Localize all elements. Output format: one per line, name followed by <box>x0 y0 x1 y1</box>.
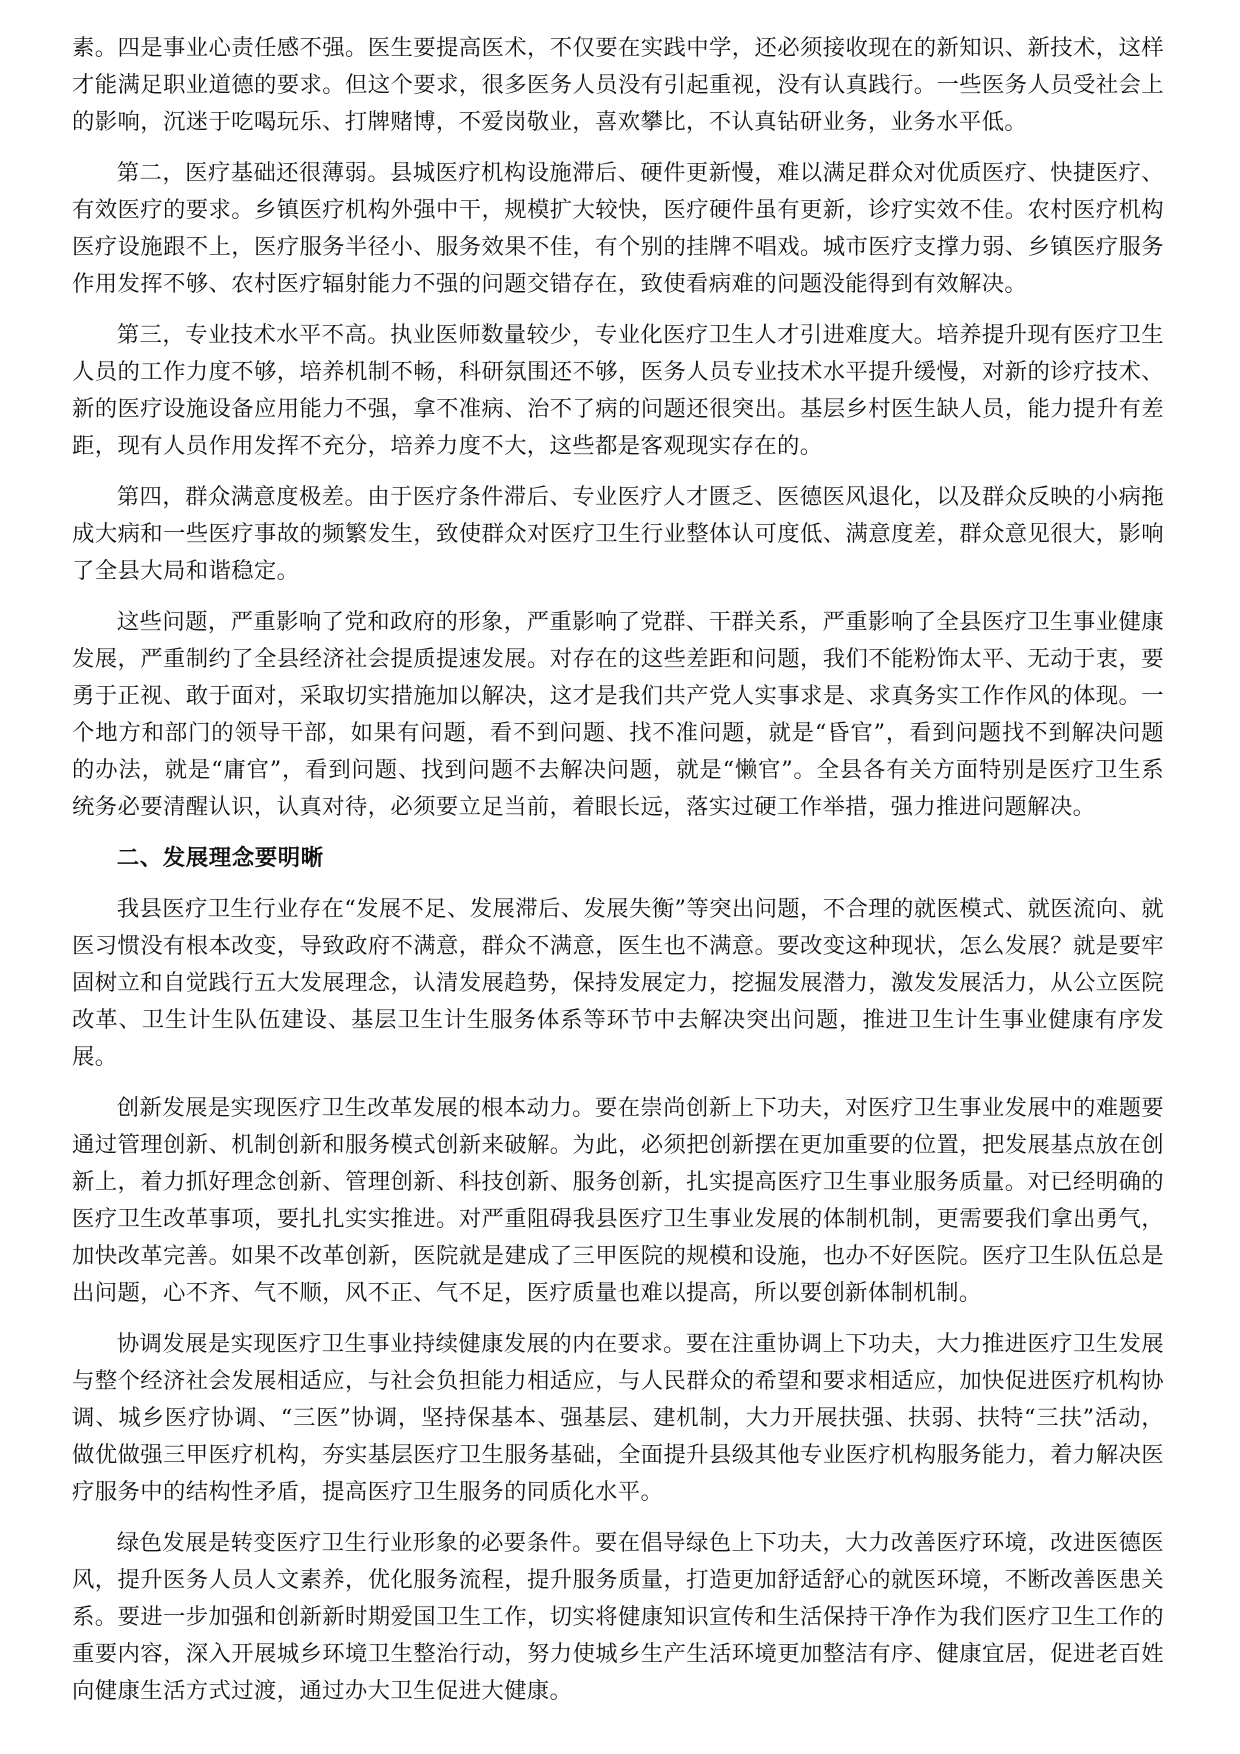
paragraph-problems-summary: 这些问题，严重影响了党和政府的形象，严重影响了党群、干群关系，严重影响了全县医疗卫生事业健康发展，严重制约了全县经济社会提质提速发展。对存在的这些差距和问题，我们不能粉饰太平、无动于衷，要勇于正视、敢于面对，采取切实措施加以解决，这才是我们共产党人实事求是、求真务实工作作风的体现。一个地方和部门的领导干部，如果有问题，看不到问题、找不准问题，就是“昏官”，看到问题找不到解决问题的办法，就是“庸官”，看到问题、找到问题不去解决问题，就是“懒官”。全县各有关方面特别是医疗卫生系统务必要清醒认识，认真对待，必须要立足当前，着眼长远，落实过硬工作举措，强力推进问题解决。 <box>72 609 1164 820</box>
paragraph-satisfaction: 第四，群众满意度极差。由于医疗条件滞后、专业医疗人才匮乏、医德医风退化，以及群众反映的小病拖成大病和一些医疗事故的频繁发生，致使群众对医疗卫生行业整体认可度低、满意度差，群众意见很大，影响了全县大局和谐稳定。 <box>72 484 1164 584</box>
paragraph-technical-level: 第三，专业技术水平不高。执业医师数量较少，专业化医疗卫生人才引进难度大。培养提升现有医疗卫生人员的工作力度不够，培养机制不畅，科研氛围还不够，医务人员专业技术水平提升缓慢，对新的诊疗技术、新的医疗设施设备应用能力不强，拿不准病、治不了病的问题还很突出。基层乡村医生缺人员，能力提升有差距，现有人员作用发挥不充分，培养力度不大，这些都是客观现实存在的。 <box>72 322 1164 459</box>
paragraph-medical-foundation: 第二，医疗基础还很薄弱。县城医疗机构设施滞后、硬件更新慢，难以满足群众对优质医疗、快捷医疗、有效医疗的要求。乡镇医疗机构外强中干，规模扩大较快，医疗硬件虽有更新，诊疗实效不佳。农村医疗机构医疗设施跟不上，医疗服务半径小、服务效果不佳，有个别的挂牌不唱戏。城市医疗支撑力弱、乡镇医疗服务作用发挥不够、农村医疗辐射能力不强的问题交错存在，致使看病难的问题没能得到有效解决。 <box>72 160 1164 297</box>
paragraph-green: 绿色发展是转变医疗卫生行业形象的必要条件。要在倡导绿色上下功夫，大力改善医疗环境，改进医德医风，提升医务人员人文素养，优化服务流程，提升服务质量，打造更加舒适舒心的就医环境，不断改善医患关系。要进一步加强和创新新时期爱国卫生工作，切实将健康知识宣传和生活保持干净作为我们医疗卫生工作的重要内容，深入开展城乡环境卫生整治行动，努力使城乡生产生活环境更加整洁有序、健康宜居，促进老百姓向健康生活方式过渡，通过办大卫生促进大健康。 <box>72 1530 1164 1704</box>
paragraph-development-intro: 我县医疗卫生行业存在“发展不足、发展滞后、发展失衡”等突出问题，不合理的就医模式、就医流向、就医习惯没有根本改变，导致政府不满意，群众不满意，医生也不满意。要改变这种现状，怎么发展？就是要牢固树立和自觉践行五大发展理念，认清发展趋势，保持发展定力，挖掘发展潜力，激发发展活力，从公立医院改革、卫生计生队伍建设、基层卫生计生服务体系等环节中去解决突出问题，推进卫生计生事业健康有序发展。 <box>72 896 1164 1070</box>
paragraph-continuation: 素。四是事业心责任感不强。医生要提高医术，不仅要在实践中学，还必须接收现在的新知识、新技术，这样才能满足职业道德的要求。但这个要求，很多医务人员没有引起重视，没有认真践行。一些医务人员受社会上的影响，沉迷于吃喝玩乐、打牌赌博，不爱岗敬业，喜欢攀比，不认真钻研业务，业务水平低。 <box>72 35 1164 135</box>
paragraph-coordination: 协调发展是实现医疗卫生事业持续健康发展的内在要求。要在注重协调上下功夫，大力推进医疗卫生发展与整个经济社会发展相适应，与社会负担能力相适应，与人民群众的希望和要求相适应，加快促进医疗机构协调、城乡医疗协调、“三医”协调，坚持保基本、强基层、建机制，大力开展扶强、扶弱、扶特“三扶”活动，做优做强三甲医疗机构，夯实基层医疗卫生服务基础，全面提升县级其他专业医疗机构服务能力，着力解决医疗服务中的结构性矛盾，提高医疗卫生服务的同质化水平。 <box>72 1331 1164 1505</box>
document-page <box>72 30 1164 1724</box>
paragraph-innovation: 创新发展是实现医疗卫生改革发展的根本动力。要在崇尚创新上下功夫，对医疗卫生事业发展中的难题要通过管理创新、机制创新和服务模式创新来破解。为此，必须把创新摆在更加重要的位置，把发展基点放在创新上，着力抓好理念创新、管理创新、科技创新、服务创新，扎实提高医疗卫生事业服务质量。对已经明确的医疗卫生改革事项，要扎扎实实推进。对严重阻碍我县医疗卫生事业发展的体制机制，更需要我们拿出勇气，加快改革完善。如果不改革创新，医院就是建成了三甲医院的规模和设施，也办不好医院。医疗卫生队伍总是出问题，心不齐、气不顺，风不正、气不足，医疗质量也难以提高，所以要创新体制机制。 <box>72 1095 1164 1306</box>
section-heading: 二、发展理念要明晰 <box>116 845 324 871</box>
